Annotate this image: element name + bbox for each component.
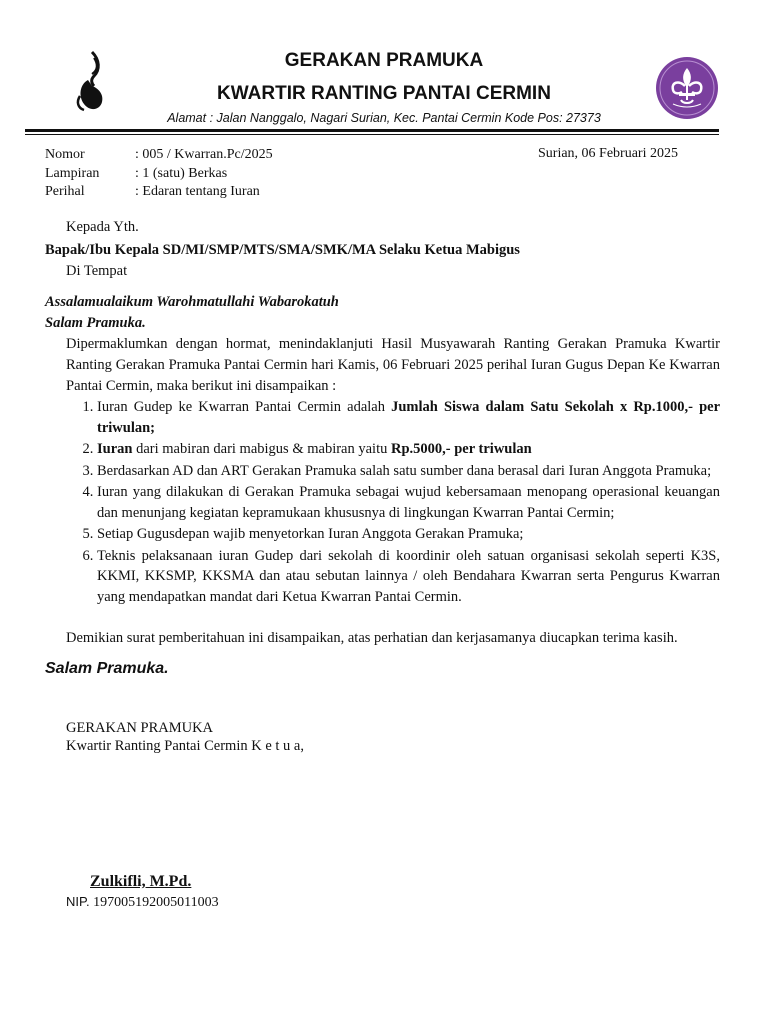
list-item [97,397,720,438]
scout-fleur-de-lis-icon [655,56,719,120]
meta-perihal-value: : Edaran tentang Iuran [135,184,260,199]
meta-lampiran-label: Lampiran [45,165,100,181]
meta-perihal-label: Perihal [45,184,85,199]
signatory-nip [66,894,219,911]
meta-nomor-value: : 005 / Kwarran.Pc/2025 [135,147,273,162]
recipient-to: Kepada Yth. [66,219,139,235]
letter-meta [45,146,273,202]
item2-bold-c: Rp.5000,- per triwulan [390,441,532,457]
list-item: 6. Teknis pelaksanaan iuran Gudep dari sekolah di koordinir oleh satuan organisasi sekolah seperti K3S, KKMI, KKSMP, KKSMA dan atau sebutan lainnya / oleh Bendahara Kwarran serta Pengurus Kwarran yang mendapatkan mandat dari Ketua Kwarran Pantai Cermin. [97,546,720,608]
recipient-place: Di Tempat [66,263,128,279]
points-list [65,397,720,608]
org-name-line1: GERAKAN PRAMUKA [284,50,484,71]
signatory-name: Zulkifli, M.Pd. [90,873,192,890]
header-rule-thin [25,134,719,135]
meta-lampiran-value: : 1 (satu) Berkas [135,165,228,181]
item2-text: dari mabiran dari mabigus & mabiran yaitu [132,441,391,457]
meta-nomor [45,146,273,165]
greeting-salam: Salam Pramuka. [45,315,146,331]
item2-bold-a: Iuran [97,441,133,457]
meta-perihal [45,183,273,202]
letter-date: Surian, 06 Februari 2025 [538,146,678,161]
salam-closing: Salam Pramuka. [45,660,169,677]
item1-bold: Jumlah Siswa dalam Satu Sekolah x Rp.1000,- per triwulan; [97,399,721,436]
list-item: 4. Iuran yang dilakukan di Gerakan Pramuka sebagai wujud kebersamaan menopang operasional keuangan dan menunjang kegiatan kepramukaan khususnya di lingkungan Kwarran Pantai Cermin; [97,482,720,523]
greeting-assalam: Assalamualaikum Warohmatullahi Wabarokatuh [45,294,339,310]
closing-text: Demikian surat pemberitahuan ini disampaikan, atas perhatian dan kerjasamanya diucapkan terima kasih. [66,630,678,646]
signature-block [66,719,304,755]
item1-text: Iuran Gudep ke Kwarran Pantai Cermin adalah [97,399,392,415]
list-item: 5. Setiap Gugusdepan wajib menyetorkan Iuran Anggota Gerakan Pramuka; [97,524,720,545]
nip-label: NIP. [66,894,90,909]
meta-nomor-label: Nomor [45,147,85,162]
nip-value: 197005192005011003 [89,895,219,910]
header-rule-thick [25,129,719,132]
intro-paragraph: Dipermaklumkan dengan hormat, menindaklanjuti Hasil Musyawarah Ranting Gerakan Pramuka Kwartir Ranting Gerakan Pramuka Pantai Cermin hari Kamis, 06 Februari 2025 perihal Iuran Gugus Depan Ke Kwarran Pantai Cermin, maka berikut ini disampaikan : [66,336,720,394]
signature-org: GERAKAN PRAMUKA [66,720,214,736]
recipient-name: Bapak/Ibu Kepala SD/MI/SMP/MTS/SMA/SMK/MA Selaku Ketua Mabigus [45,242,520,258]
list-item [97,439,720,460]
list-item: 3. Berdasarkan AD dan ART Gerakan Pramuka salah satu sumber dana berasal dari Iuran Anggota Pramuka; [97,461,720,482]
meta-lampiran [45,165,273,184]
org-name-line2: KWARTIR RANTING PANTAI CERMIN [217,83,551,104]
signature-title: Kwartir Ranting Pantai Cermin K e t u a, [66,738,304,754]
org-address: Alamat : Jalan Nanggalo, Nagari Surian, Kec. Pantai Cermin Kode Pos: 27373 [167,111,601,125]
